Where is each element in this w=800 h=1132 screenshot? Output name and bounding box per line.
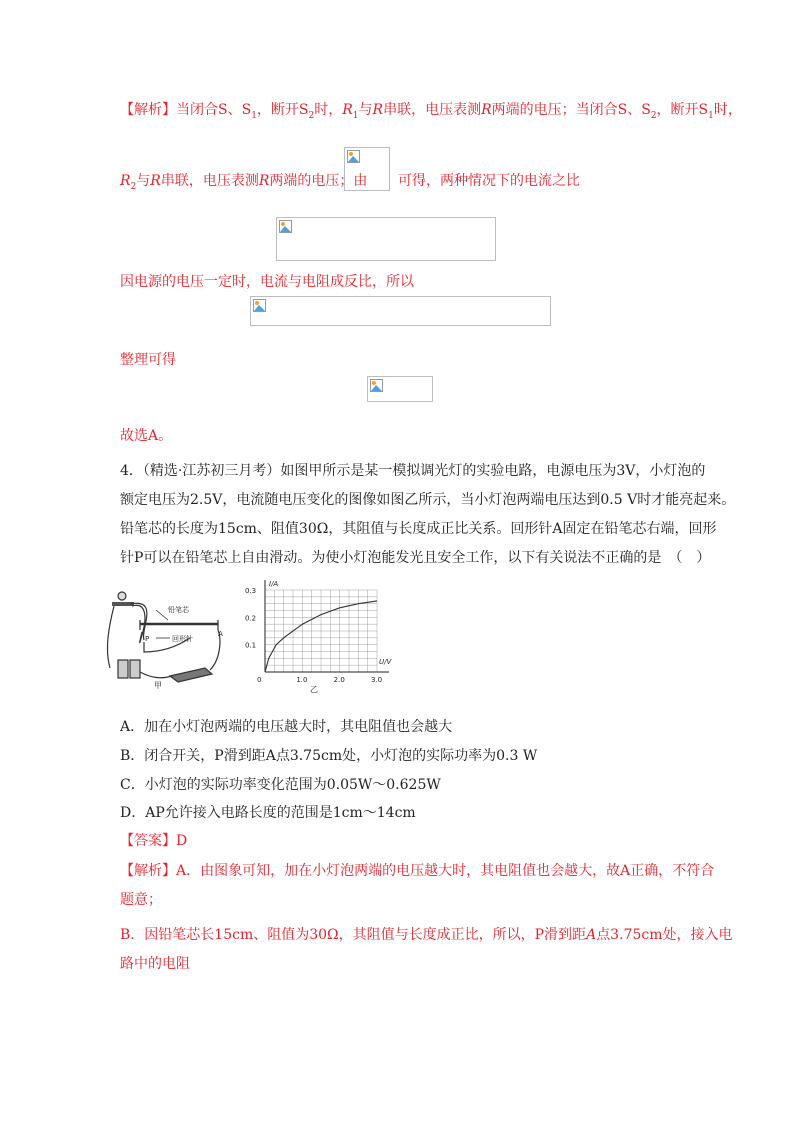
analysis-text: 当闭合S、S [176, 102, 252, 118]
symbol-r: R [372, 102, 384, 118]
analysis-text: ，断开S [256, 102, 309, 118]
option-b: B．闭合开关，P滑到距A点3.75cm处，小灯泡的实际功率为0.3 W [120, 748, 538, 764]
option-a: A．加在小灯泡两端的电压越大时，其电阻值也会越大 [120, 719, 453, 735]
arrange-line: 整理可得 [120, 352, 176, 368]
symbol-r: R [342, 102, 353, 118]
broken-image-icon [279, 220, 292, 233]
subscript: 2 [130, 181, 137, 192]
analysis2-tag: 【解析】 [120, 863, 176, 879]
x-tick-label: 1.0 [296, 676, 308, 684]
analysis-line-2 [120, 171, 367, 191]
subscript: 2 [650, 110, 657, 121]
analysis-line-1 [120, 100, 742, 120]
broken-image-icon [347, 150, 360, 163]
answer-tag: 【答案】 [120, 833, 176, 849]
y-tick-label: 0.3 [245, 587, 257, 595]
analysis-text: 时， [713, 102, 742, 118]
option-d: D．AP允许接入电路长度的范围是1cm～14cm [120, 805, 416, 821]
symbol-a: A [586, 927, 597, 943]
symbol-r: R [481, 102, 492, 118]
analysis-text: ，断开S [656, 102, 709, 118]
analysis2-line-1 [120, 861, 714, 881]
answer-value: D [176, 833, 188, 849]
x-tick-label: 2.0 [333, 676, 345, 684]
formula-image-placeholder [276, 217, 496, 261]
symbol-r: R [120, 173, 131, 189]
inverse-proportion-line: 因电源的电压一定时，电流与电阻成反比，所以 [120, 274, 414, 290]
subscript: 2 [308, 110, 315, 121]
analysis-text: 时， [314, 102, 343, 118]
analysis2-line-4: 路中的电阻 [120, 956, 190, 972]
analysis2-line-3 [120, 925, 732, 945]
subscript: 1 [352, 110, 359, 121]
question-4-figure [100, 580, 390, 692]
subscript: 1 [251, 110, 257, 121]
question-4-line-3: 铅笔芯的长度为15cm、阻值30Ω，其阻值与长度成正比关系。回形针A固定在铅笔芯右端，回形 [120, 521, 717, 537]
broken-image-icon [370, 379, 383, 392]
analysis-text: 与 [358, 102, 373, 118]
answer-line [120, 831, 187, 851]
option-c: C．小灯泡的实际功率变化范围为0.05W～0.625W [120, 777, 441, 793]
formula-image-placeholder [250, 296, 551, 326]
figure-yi-label: 乙 [310, 685, 318, 694]
analysis-text: 串联，电压表测 [160, 173, 259, 189]
circuit-diagram [107, 592, 219, 682]
choose-line: 故选A。 [120, 428, 173, 444]
analysis-text: 两端的电压；当闭合S、S [491, 102, 651, 118]
x-tick-label: 0 [257, 676, 262, 684]
y-tick-label: 0.2 [245, 614, 257, 623]
y-tick-label: 0.1 [245, 641, 257, 650]
y-axis-label: I/A [269, 580, 279, 588]
analysis-text: 两端的电压；由 [269, 173, 368, 189]
paper-clip-label: 回形针 [172, 635, 193, 643]
analysis-text: 与 [136, 173, 151, 189]
analysis-line-2-tail: 可得，两种情况下的电流之比 [398, 173, 580, 189]
figure-jia-label: 甲 [154, 681, 162, 690]
analysis-tag: 【解析】 [120, 102, 176, 118]
x-axis-label: U/V [379, 658, 392, 666]
formula-image-placeholder [367, 376, 433, 402]
broken-image-icon [253, 299, 266, 312]
pencil-lead-label: 铅笔芯 [168, 606, 189, 614]
analysis2-text: A．由图象可知，加在小灯泡两端的电压越大时，其电阻值也会越大，故A正确，不符合 [176, 863, 715, 879]
question-4-line-2: 额定电压为2.5V，电流随电压变化的图像如图乙所示，当小灯泡两端电压达到0.5 V时才能亮起来。 [120, 492, 736, 508]
question-4-line-4: 针P可以在铅笔芯上自由滑动。为使小灯泡能发光且安全工作，以下有关说法不正确的是 （ ） [120, 550, 711, 566]
clip-a-label: A [218, 630, 223, 638]
subscript: 1 [708, 110, 714, 121]
analysis2-text: B．因铅笔芯长15cm、阻值为30Ω，其阻值与长度成正比，所以，P滑到距 [120, 927, 587, 943]
analysis2-text: 点3.75cm处，接入电 [596, 927, 733, 943]
clip-p-label: P [145, 635, 150, 643]
iv-graph [245, 580, 392, 684]
x-tick-label: 3.0 [371, 676, 383, 684]
symbol-r: R [258, 173, 270, 189]
symbol-r: R [150, 173, 161, 189]
question-4-line-1: 4．（精选·江苏初三月考）如图甲所示是某一模拟调光灯的实验电路，电源电压为3V，小灯泡的 [120, 463, 706, 479]
analysis-text: 串联，电压表测 [383, 102, 482, 118]
analysis2-line-2: 题意； [120, 892, 162, 908]
